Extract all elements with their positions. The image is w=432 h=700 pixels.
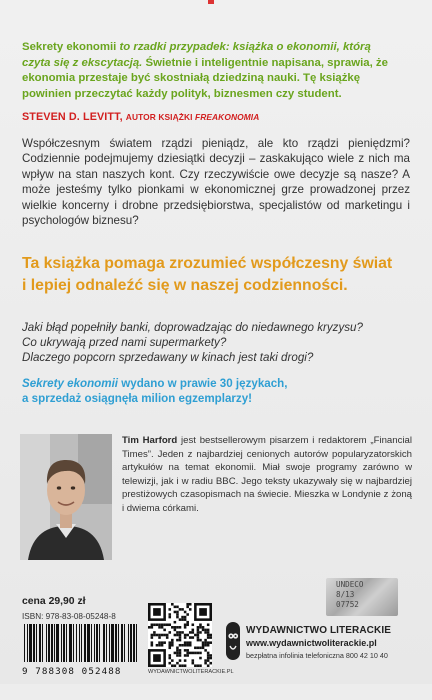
author-name: Tim Harford (122, 435, 178, 446)
qr-code-icon (148, 603, 212, 667)
distributor-sticker (326, 578, 398, 616)
attribution-name: STEVEN D. LEVITT, (22, 111, 126, 123)
question-item: Dlaczego popcorn sprzedawany w kinach jest taki drogi? (22, 351, 314, 365)
question-item: Co ukrywają przed nami supermarkety? (22, 336, 227, 350)
question-item: Jaki błąd popełniły banki, doprowadzając do niedawnego kryzysu? (22, 321, 363, 334)
top-red-mark (208, 0, 214, 4)
publisher-hotline: bezpłatna infolinia telefoniczna 800 42 10 40 (246, 651, 388, 660)
endorsement-text (22, 40, 402, 102)
owl-logo-icon (226, 622, 240, 660)
sticker-line: 07752 (336, 600, 359, 609)
price-label: cena 29,90 zł (22, 596, 86, 607)
endorsement-quote (22, 40, 402, 126)
bottom-edge (0, 684, 432, 700)
barcode-icon (22, 624, 140, 662)
publisher-website-link[interactable]: www.wydawnictwoliterackie.pl (246, 638, 377, 648)
headline-line-1: Ta książka pomaga zrozumieć współczesny świat (22, 255, 393, 272)
publisher-name: WYDAWNICTWO LITERACKIE (246, 625, 391, 636)
endorsement-attribution (22, 110, 402, 126)
translations-line-1-rest: wydano w prawie 30 językach, (118, 377, 288, 390)
isbn-label: ISBN: 978-83-08-05248-8 (22, 612, 116, 621)
author-bio (122, 434, 412, 516)
author-photo (20, 434, 112, 560)
sticker-line: 8/13 (336, 590, 355, 599)
headline (22, 253, 412, 297)
translations-line-2: a sprzedaż osiągnęła milion egzemplarzy! (22, 392, 253, 406)
headline-line-2: i lepiej odnaleźć się w naszej codzienności. (22, 277, 348, 294)
sticker-line: UNDECO (336, 580, 364, 589)
translations-line-1 (22, 376, 412, 391)
attribution-role: AUTOR KSIĄŻKI (125, 112, 195, 122)
author-bio-text: jest bestsellerowym pisarzem i redaktorem „Financial Times”. Jeden z najbardziej cenionych autorów popularyzatorskich artykułów na temat ekonomii. Miał swoje programy zarówno w telewizji, jak i w radiu BBC. Jego teksty ukazywały się w najbardziej prestiżowych czasopismach na świecie. Mieszka w Londynie z żoną i dwiema córkami. (122, 435, 412, 514)
intro-paragraph: Współczesnym światem rządzi pieniądz, ale kto rządzi pieniędzmi? Codziennie podejmujemy dziesiątki decyzji – zaskakująco wiele z nich ma wpływ na stan naszych kont. Czy rzeczywiście owe decyzje są nasze? A może jesteśmy tylko pionkami w ekonomicznej grze prowadzonej przez wielkie koncerny i drobne przedsiębiorstwa, specjalistów od marketingu i psychologów biznesu? (22, 137, 410, 228)
barcode-number: 9 788308 052488 (22, 666, 122, 677)
endorsement-lead: Sekrety ekonomii (22, 41, 120, 53)
qr-caption: WYDAWNICTWOLITERACKIE.PL (148, 669, 234, 675)
questions-list (22, 320, 412, 366)
attribution-book: FREAKONOMIA (194, 112, 260, 122)
translations-note (22, 376, 412, 407)
book-title: Sekrety ekonomii (22, 377, 119, 390)
endorsement-rest: Świetnie i inteligentnie napisana, sprawia, że ekonomia przestaje być skostniałą dziedziną nauki. Tę książkę powinien przeczytać każdy polityk, biznesmen czy student. (22, 56, 388, 100)
endorsement-italic: to rzadki przypadek: książka o ekonomii, którą czyta się z ekscytacją. (22, 41, 371, 69)
